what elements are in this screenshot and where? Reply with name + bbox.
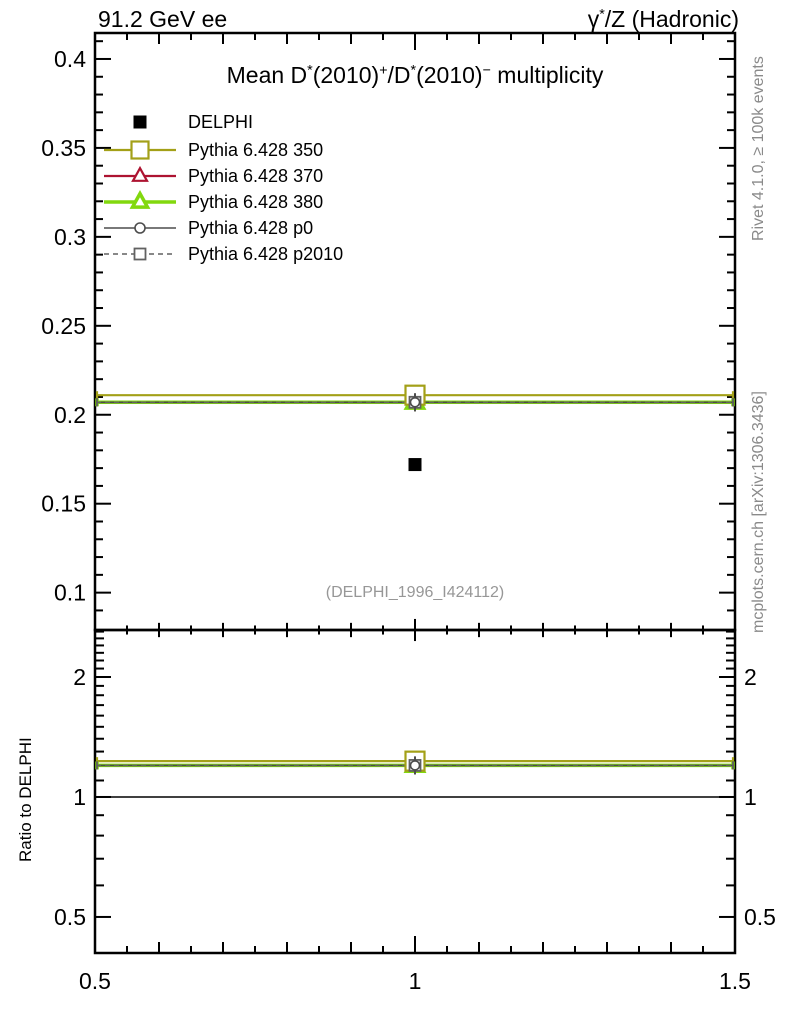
y-tick-label: 0.15	[41, 490, 86, 517]
y-tick-label: 0.1	[54, 579, 86, 606]
y-tick-label: 0.25	[41, 312, 86, 339]
legend-label-pythia-350: Pythia 6.428 350	[188, 140, 324, 160]
ratio-tick-label-left: 2	[73, 664, 86, 691]
legend-marker	[135, 249, 146, 260]
y-tick-label: 0.4	[54, 45, 86, 72]
series-marker	[411, 761, 420, 770]
data-point-delphi	[409, 458, 422, 471]
chart-title: Mean D*(2010)+/D*(2010)− multiplicity	[226, 62, 604, 88]
legend-label-pythia-p0: Pythia 6.428 p0	[188, 218, 314, 238]
y-tick-label: 0.3	[54, 223, 86, 250]
legend-marker	[132, 142, 149, 159]
header-beam-energy: 91.2 GeV ee	[98, 6, 228, 32]
y-tick-label: 0.2	[54, 401, 86, 428]
ratio-tick-label-right: 2	[744, 664, 757, 691]
legend-marker	[133, 194, 148, 208]
legend-label-delphi: DELPHI	[188, 112, 254, 132]
legend-marker	[135, 223, 145, 233]
legend-marker	[134, 116, 147, 129]
ratio-tick-label-left: 0.5	[54, 903, 86, 930]
x-tick-label: 1	[408, 968, 422, 994]
legend-label-pythia-p2010: Pythia 6.428 p2010	[188, 244, 344, 264]
y-tick-label: 0.35	[41, 134, 86, 161]
legend-label-pythia-380: Pythia 6.428 380	[188, 192, 324, 212]
legend-label-pythia-370: Pythia 6.428 370	[188, 166, 324, 186]
x-tick-label: 0.5	[79, 968, 111, 994]
header-process: γ*/Z (Hadronic)	[587, 6, 739, 32]
mcplots-arxiv-note: mcplots.cern.ch [arXiv:1306.3436]	[750, 391, 767, 633]
ratio-axis-label: Ratio to DELPHI	[16, 737, 35, 862]
rivet-version-note: Rivet 4.1.0, ≥ 100k events	[750, 56, 767, 241]
x-tick-label: 1.5	[719, 968, 751, 994]
analysis-watermark: (DELPHI_1996_I424112)	[325, 584, 505, 601]
ratio-tick-label-left: 1	[73, 783, 86, 810]
legend-marker	[133, 168, 147, 181]
series-marker	[411, 398, 420, 407]
ratio-tick-label-right: 1	[744, 783, 757, 810]
ratio-tick-label-right: 0.5	[744, 903, 776, 930]
ratio-panel-frame	[95, 630, 735, 953]
